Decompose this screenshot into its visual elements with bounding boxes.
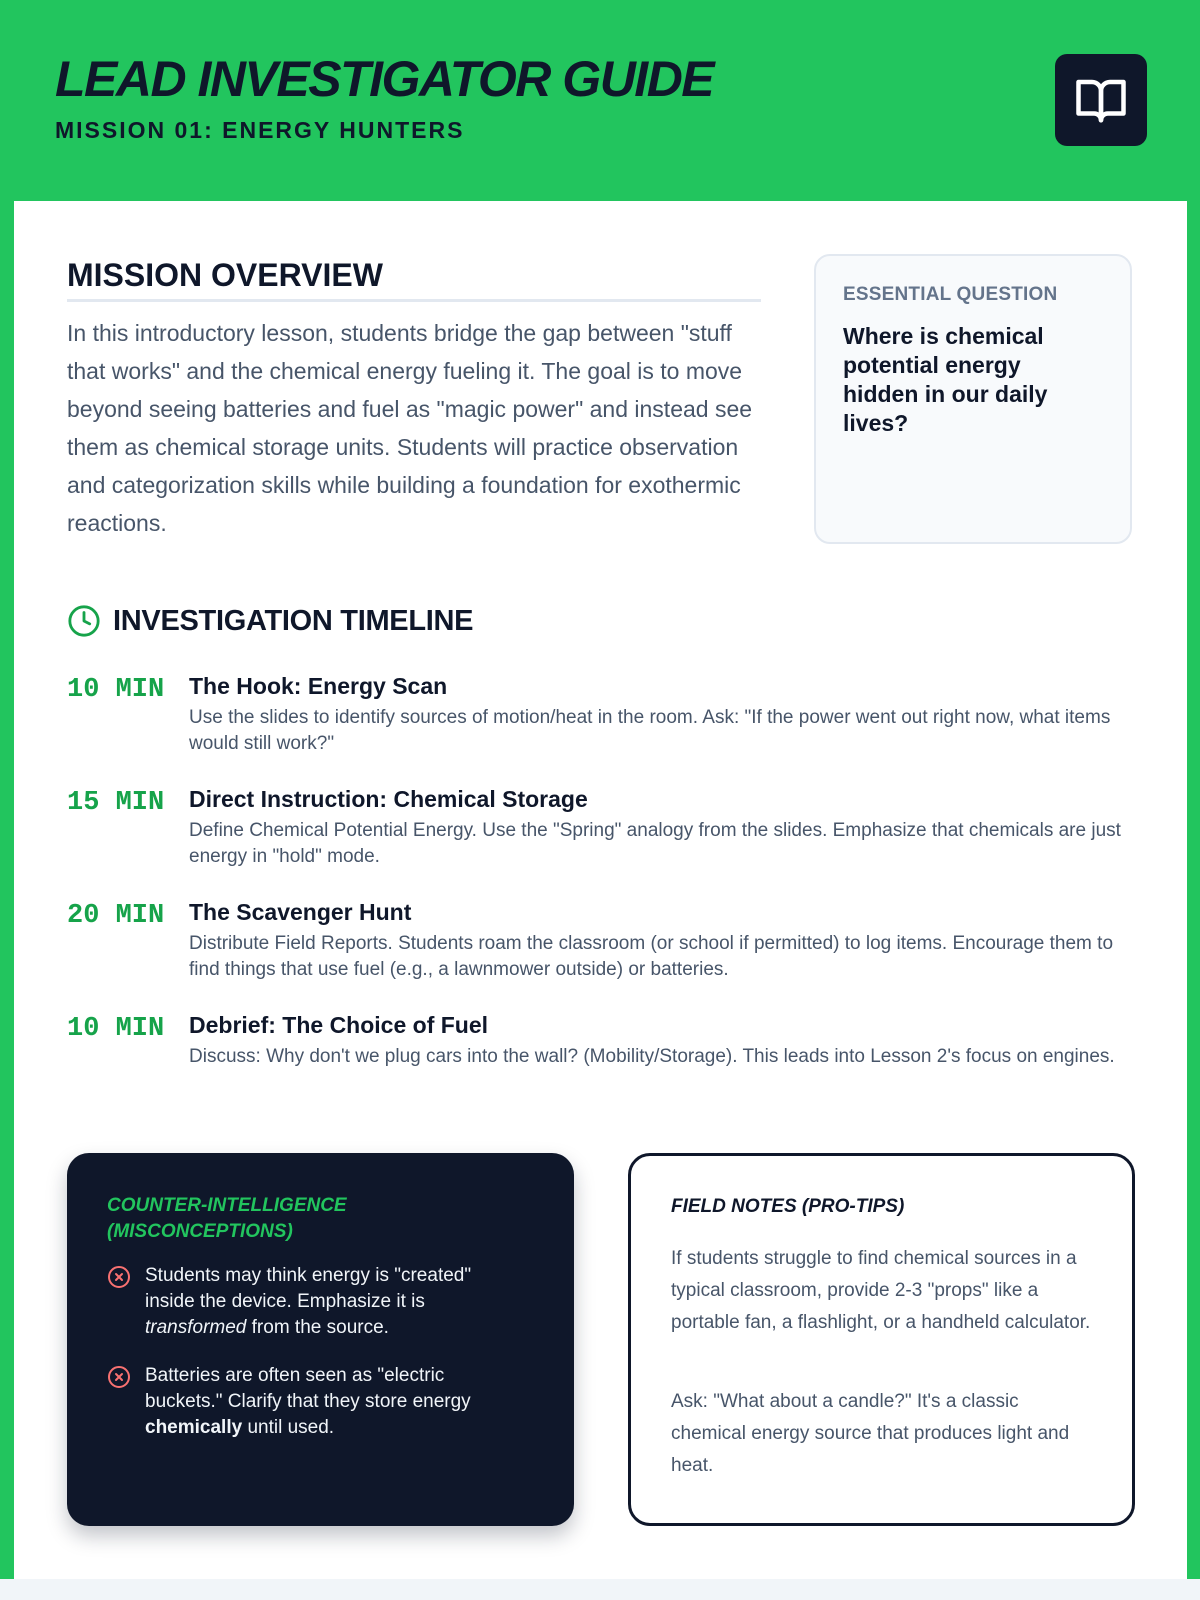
misconception-text: Students may think energy is "created" inside the device. Emphasize it is transformed from the source.: [145, 1265, 472, 1338]
field-notes-title: FIELD NOTES (PRO-TIPS): [671, 1196, 905, 1217]
clock-icon: [67, 604, 101, 638]
strong-text: chemically: [145, 1417, 243, 1438]
field-notes-paragraph: Ask: "What about a candle?" It's a classic chemical energy source that produces light and heat.: [671, 1391, 1070, 1476]
field-notes-paragraph: If students struggle to find chemical sources in a typical classroom, provide 2-3 "props" like a portable fan, a flashlight, or a handheld calculator.: [671, 1248, 1091, 1333]
overview-text: In this introductory lesson, students bridge the gap between "stuff that works" and the chemical energy fueling it. The goal is to move beyond seeing batteries and fuel as "magic power" and instead see them as chemical storage units. Students will practice observation and categorization skills while building a foundation for exothermic reactions.: [67, 320, 753, 536]
misconceptions-title: COUNTER-INTELLIGENCE (MISCONCEPTIONS): [107, 1195, 347, 1242]
timeline-duration: 10 MIN: [67, 675, 165, 705]
timeline-title: INVESTIGATION TIMELINE: [113, 604, 474, 637]
x-circle-icon: [107, 1365, 131, 1389]
timeline-duration: 15 MIN: [67, 788, 165, 818]
x-circle-icon: [107, 1265, 131, 1289]
essential-question-text: Where is chemical potential energy hidden in our daily lives?: [843, 323, 1048, 436]
timeline-step-name: The Scavenger Hunt: [189, 899, 412, 925]
mission-subtitle: MISSION 01: ENERGY HUNTERS: [55, 117, 465, 143]
essential-question-box: [814, 254, 1132, 544]
timeline-duration: 20 MIN: [67, 901, 165, 931]
timeline-step-desc: Discuss: Why don't we plug cars into the wall? (Mobility/Storage). This leads into Lesson 2's focus on engines.: [189, 1046, 1115, 1067]
book-icon: [1074, 73, 1128, 127]
misconception-text: Batteries are often seen as "electric buckets." Clarify that they store energy chemically until used.: [145, 1365, 471, 1438]
timeline-duration: 10 MIN: [67, 1014, 165, 1044]
book-button[interactable]: [1055, 54, 1147, 146]
timeline-step-name: Direct Instruction: Chemical Storage: [189, 786, 588, 812]
page-header: [0, 0, 1200, 200]
timeline-step-desc: Define Chemical Potential Energy. Use the "Spring" analogy from the slides. Emphasize that chemicals are just energy in "hold" mode.: [189, 820, 1121, 867]
guide-title: LEAD INVESTIGATOR GUIDE: [55, 51, 714, 107]
timeline-step-name: Debrief: The Choice of Fuel: [189, 1012, 489, 1038]
overview-title: MISSION OVERVIEW: [67, 258, 761, 302]
timeline-step-desc: Use the slides to identify sources of motion/heat in the room. Ask: "If the power went out right now, what items would still work?": [189, 707, 1111, 754]
timeline-step-desc: Distribute Field Reports. Students roam the classroom (or school if permitted) to log items. Encourage them to find things that use fuel (e.g., a lawnmower outside) or batteries.: [189, 933, 1114, 980]
timeline-header: [67, 601, 473, 641]
emphasis-text: transformed: [145, 1317, 247, 1338]
field-notes-box: [628, 1153, 1135, 1526]
guide-card: [14, 201, 1187, 1579]
essential-question-label: ESSENTIAL QUESTION: [843, 284, 1058, 305]
misconceptions-box: [67, 1153, 574, 1526]
timeline-step-name: The Hook: Energy Scan: [189, 673, 448, 699]
